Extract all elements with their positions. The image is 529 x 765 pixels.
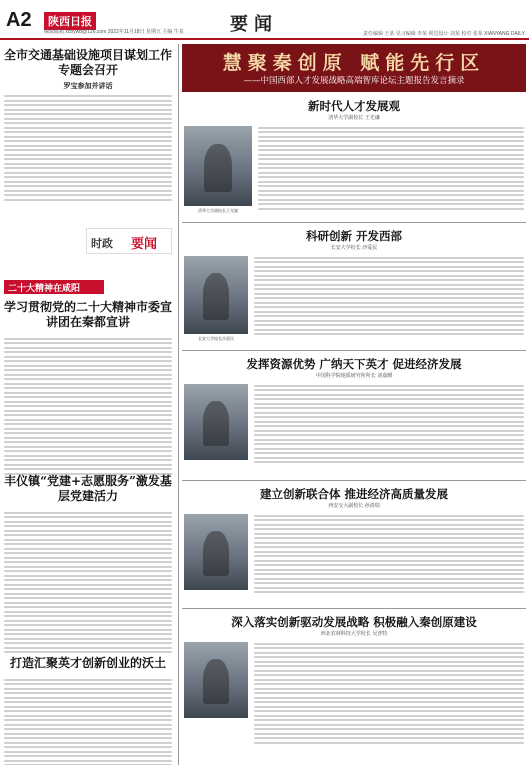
commentary-logo-text-b: 要闻 [131,237,158,252]
section-divider [182,222,526,223]
article-body [258,124,524,218]
article-title: 建立创新联合体 推进经济高质量发展 [259,487,448,501]
photo-caption: 长安大学校长沙爱民 [198,336,234,341]
speaker-photo [184,514,248,590]
article-body [254,512,524,604]
photo-caption: 清华大学副校长王光谦 [198,208,238,213]
section-divider [182,350,526,351]
header-meta-left: 编辑邮箱 xcbywb@126.com 2022年11月18日 星期五 主编 牛某 [44,29,184,35]
speaker-photo [184,256,248,334]
header-divider [0,38,529,40]
article-title: 科研创新 开发西部 [305,229,402,243]
banner-title: 慧聚秦创原 赋能先行区 [222,52,486,74]
section-divider [182,608,526,609]
article-byline: 西北农林科技大学校长 吴普特 [320,631,388,637]
article-title: 深入落实创新驱动发展战略 积极融入秦创原建设 [231,615,477,629]
speaker-photo [184,384,248,460]
page-header [0,0,529,40]
story-transport-meeting [4,48,172,203]
commentary-logo-text-a: 时政 [91,237,113,250]
story-propaganda-group [4,300,172,477]
speaker-photo [184,642,248,718]
story-title: 打造汇聚英才创新创业的沃土 [9,656,166,670]
section-divider [182,480,526,481]
article-body [254,254,524,346]
story-body [4,95,172,201]
article-byline: 中国科学院地质研究所所长 刘嘉麒 [315,373,393,379]
story-volunteer-service [4,474,172,656]
article-byline: 西安交大副校长 孙清瑞 [328,503,380,509]
commentary-logo [86,228,172,278]
story-title: 丰仪镇“党建+志愿服务”激发基层党建活力 [4,474,172,503]
article-byline: 清华大学副校长 王光谦 [328,115,380,121]
story-subtitle: 罗宝参加并讲话 [63,81,113,90]
story-innovation-soil [4,656,172,765]
article-body [254,640,524,760]
topic-tag: 二十大精神在咸阳 [4,280,104,294]
article-title: 新时代人才发展观 [308,99,400,113]
page-number: A2 [6,9,32,31]
article-body [254,382,524,474]
section-title: 要闻 [230,14,278,35]
story-body [4,679,172,765]
feature-banner [182,44,526,92]
left-column [0,44,176,765]
story-body [4,512,172,654]
speaker-photo [184,126,252,206]
story-title: 学习贯彻党的二十大精神市委宣讲团在秦都宣讲 [4,300,173,329]
article-title: 发挥资源优势 广纳天下英才 促进经济发展 [246,357,462,371]
newspaper-logo: 陕西日报 [44,12,96,30]
story-body [4,338,172,475]
header-meta-right: 责任编辑 王某 见习编辑 李某 视觉设计 刘某 校对 张某 XIANYANG DAILY [362,31,525,37]
banner-subtitle: ——中国西部人才发展战略高端智库论坛主题报告发言摘录 [243,76,465,86]
column-divider [178,44,179,765]
story-title: 全市交通基础设施项目谋划工作专题会召开 [4,48,173,77]
article-byline: 长安大学校长 沙爱民 [330,245,378,251]
